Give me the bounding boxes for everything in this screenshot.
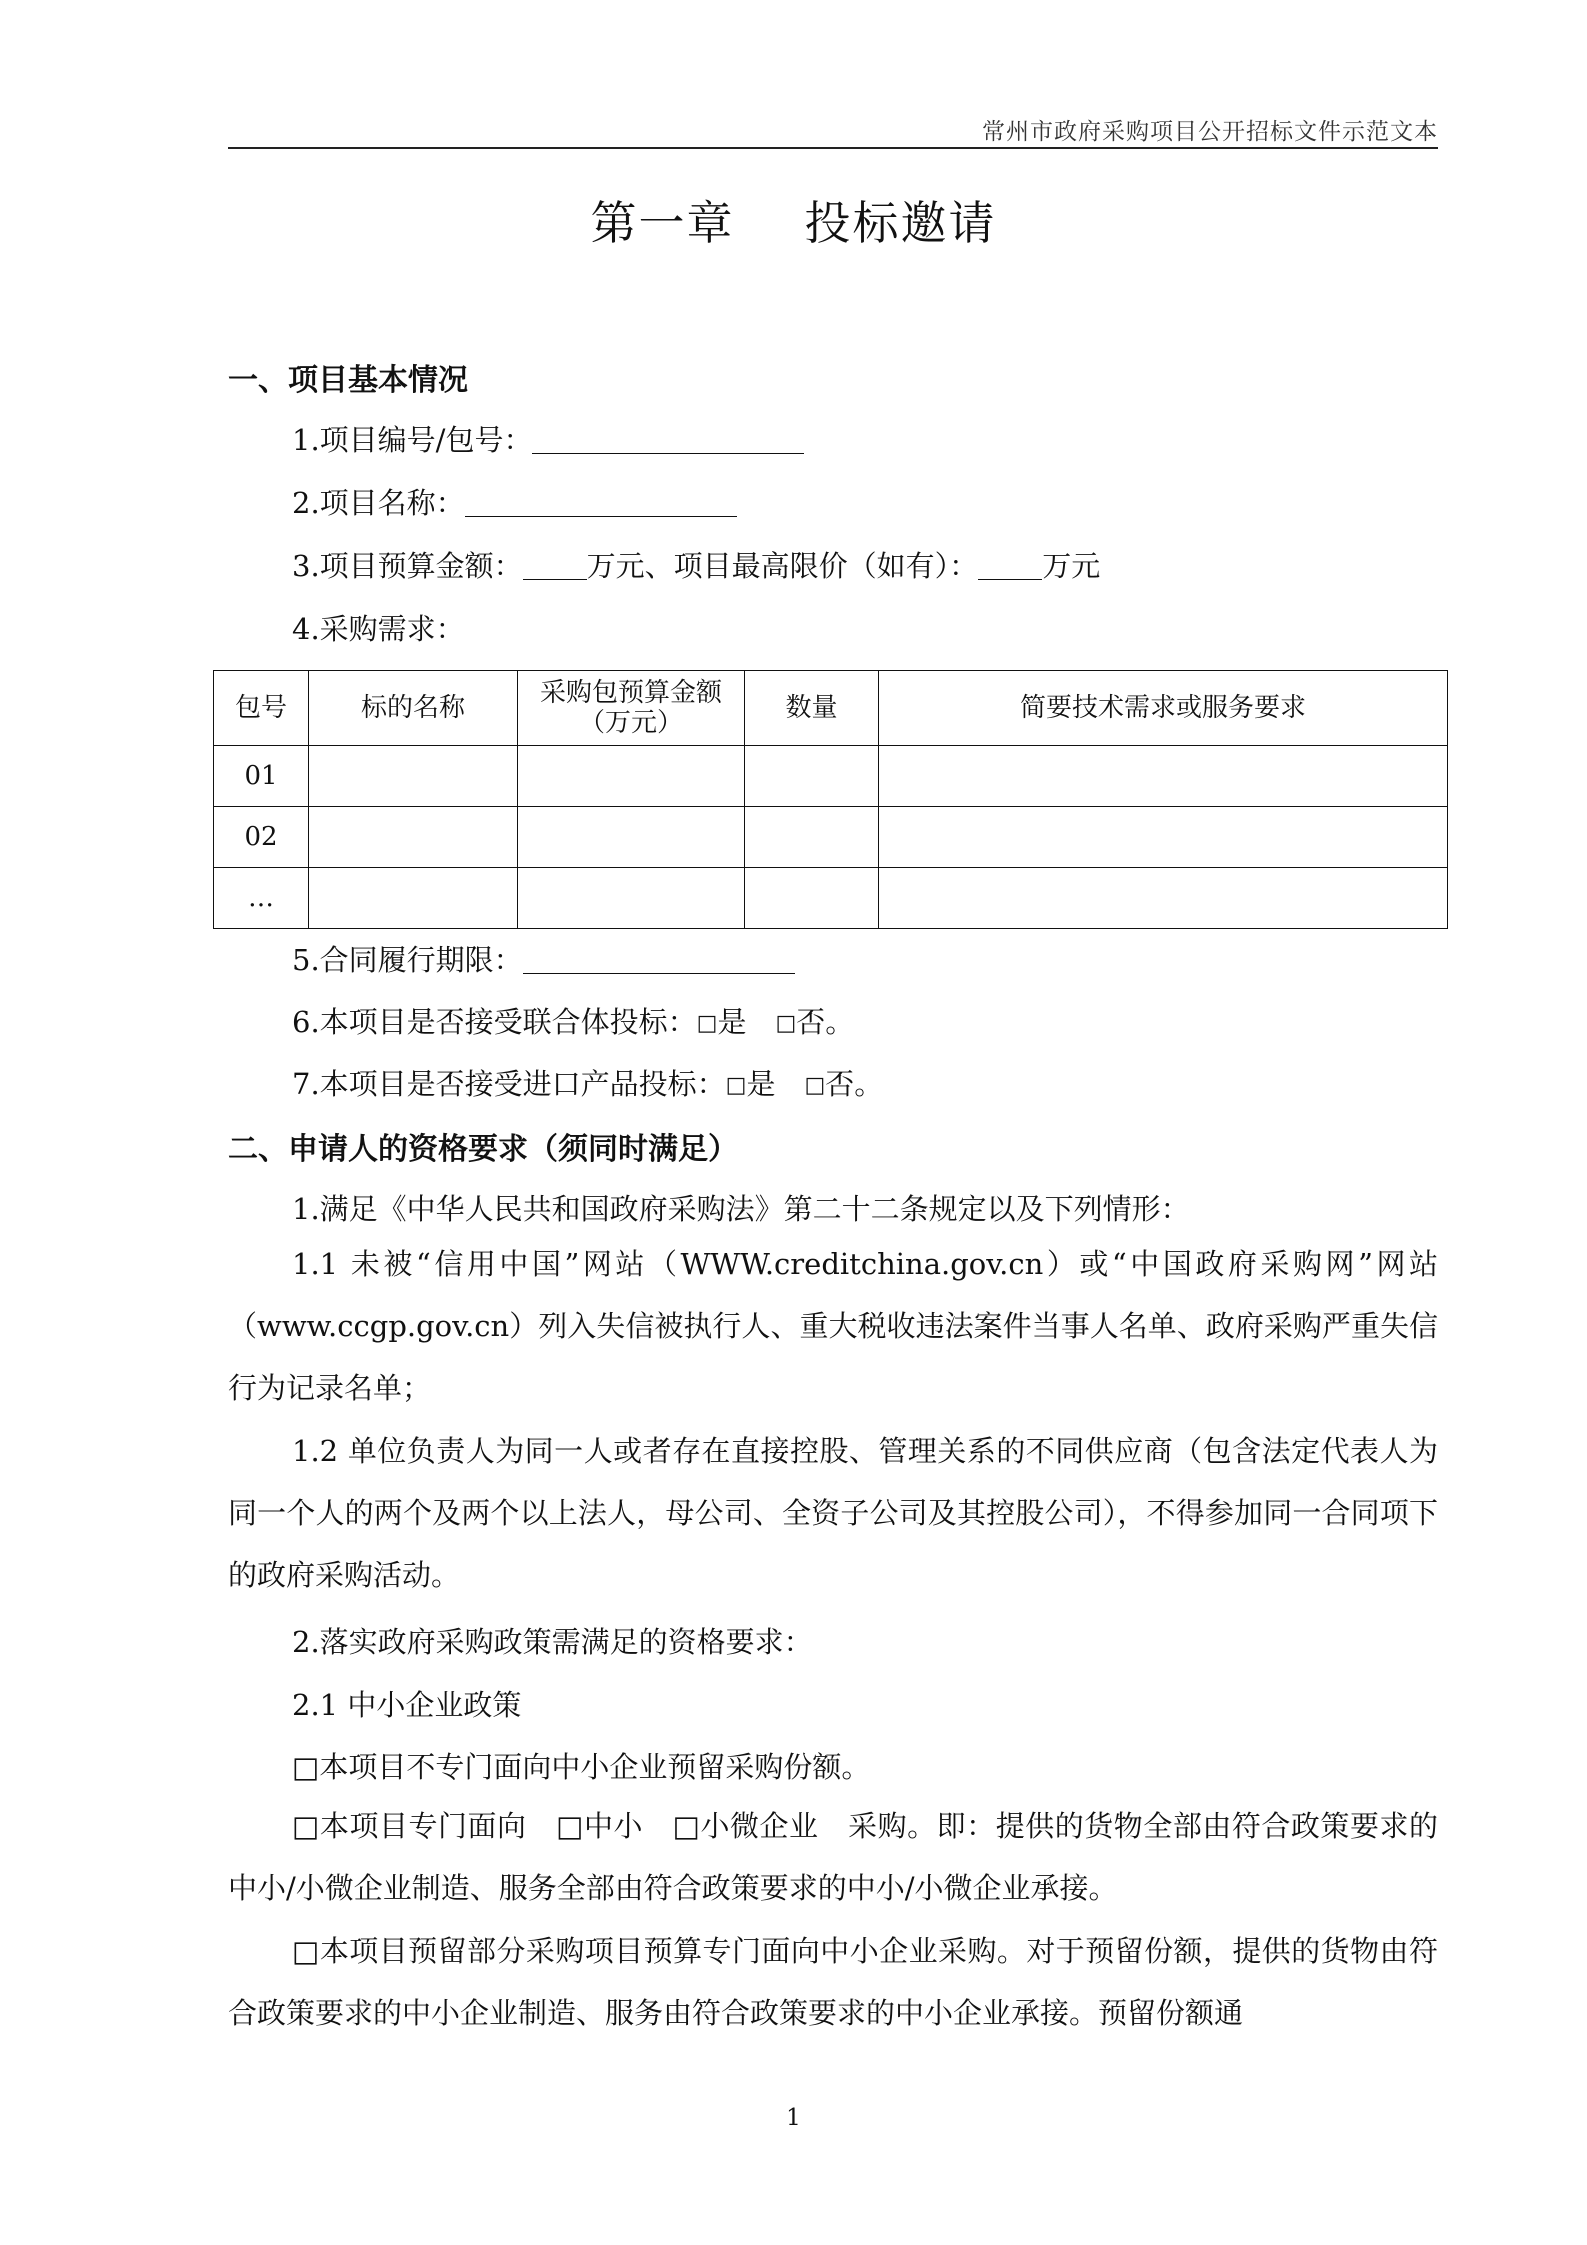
para-procurement-law: 1.满足《中华人民共和国政府采购法》第二十二条规定以及下列情形： bbox=[292, 1192, 1190, 1226]
table-cell[interactable] bbox=[745, 807, 879, 868]
header-rule bbox=[228, 147, 1438, 149]
page-number: 1 bbox=[786, 2105, 801, 2131]
item-project-name: 2.项目名称： bbox=[292, 481, 737, 522]
table-cell[interactable] bbox=[518, 746, 745, 807]
para-policy-requirements: 2.落实政府采购政策需满足的资格要求： bbox=[292, 1625, 813, 1659]
section2-heading: 二、申请人的资格要求（须同时满足） bbox=[228, 1132, 738, 1167]
row-package-no: 02 bbox=[214, 807, 309, 868]
chapter-name: 投标邀请 bbox=[804, 196, 997, 250]
table-row bbox=[214, 807, 1448, 868]
table-row bbox=[214, 746, 1448, 807]
table-cell[interactable] bbox=[879, 746, 1448, 807]
row-package-no: … bbox=[214, 868, 309, 929]
checkbox-consortium-yes[interactable]: □ bbox=[696, 1011, 718, 1036]
chapter-title bbox=[0, 187, 1587, 253]
chapter-number: 第一章 bbox=[590, 196, 735, 250]
table-cell[interactable] bbox=[518, 807, 745, 868]
checkbox-import-yes[interactable]: □ bbox=[725, 1073, 747, 1098]
item-consortium: 6.本项目是否接受联合体投标：□是 □否。 bbox=[292, 1005, 855, 1039]
col-item-name: 标的名称 bbox=[309, 671, 518, 746]
section1-heading: 一、项目基本情况 bbox=[228, 363, 468, 398]
project-number-blank[interactable] bbox=[532, 427, 804, 454]
option-no-reservation[interactable]: □本项目不专门面向中小企业预留采购份额。 bbox=[292, 1750, 871, 1784]
table-cell[interactable] bbox=[879, 868, 1448, 929]
para-related-suppliers: 1.2 单位负责人为同一人或者存在直接控股、管理关系的不同供应商（包含法定代表人为同一个人的两个及两个以上法人，母公司、全资子公司及其控股公司），不得参加同一合同项下的政府采购活动。 bbox=[228, 1434, 1438, 1592]
table-row bbox=[214, 868, 1448, 929]
item-import: 7.本项目是否接受进口产品投标：□是 □否。 bbox=[292, 1067, 884, 1101]
checkbox-import-no[interactable]: □ bbox=[804, 1073, 826, 1098]
table-cell[interactable] bbox=[309, 868, 518, 929]
para-sme-policy: 2.1 中小企业政策 bbox=[292, 1688, 522, 1722]
item-budget: 3.项目预算金额： 万元、项目最高限价（如有）： 万元 bbox=[292, 549, 1101, 583]
table-cell[interactable] bbox=[309, 746, 518, 807]
col-quantity: 数量 bbox=[745, 671, 879, 746]
max-price-blank[interactable] bbox=[978, 553, 1042, 580]
contract-period-blank[interactable] bbox=[523, 947, 795, 974]
budget-blank[interactable] bbox=[523, 553, 587, 580]
item-project-number: 1.项目编号/包号： bbox=[292, 418, 804, 459]
checkbox-consortium-no[interactable]: □ bbox=[775, 1011, 797, 1036]
table-cell[interactable] bbox=[518, 868, 745, 929]
option-partial-reservation[interactable]: □本项目预留部分采购项目预算专门面向中小企业采购。对于预留份额，提供的货物由符合政策要求的中小企业制造、服务由符合政策要求的中小企业承接。预留份额通 bbox=[228, 1934, 1438, 2030]
item-requirements: 4.采购需求： bbox=[292, 612, 465, 646]
item-contract-period: 5.合同履行期限： bbox=[292, 938, 795, 979]
running-header: 常州市政府采购项目公开招标文件示范文本 bbox=[982, 119, 1438, 145]
row-package-no: 01 bbox=[214, 746, 309, 807]
col-package-no: 包号 bbox=[214, 671, 309, 746]
col-tech-requirements: 简要技术需求或服务要求 bbox=[879, 671, 1448, 746]
table-cell[interactable] bbox=[879, 807, 1448, 868]
requirements-table bbox=[213, 670, 1448, 929]
project-name-blank[interactable] bbox=[465, 490, 737, 517]
table-header-row bbox=[214, 671, 1448, 746]
col-budget: 采购包预算金额 （万元） bbox=[518, 671, 745, 746]
para-credit-check: 1.1 未被“信用中国”网站（WWW.creditchina.gov.cn）或“中国政府采购网”网站（www.ccgp.gov.cn）列入失信被执行人、重大税收违法案件当事人名单、政府采购严重失信行为记录名单； bbox=[228, 1247, 1438, 1405]
option-dedicated-sme[interactable]: □本项目专门面向 □中小 □小微企业 采购。即：提供的货物全部由符合政策要求的中小/小微企业制造、服务全部由符合政策要求的中小/小微企业承接。 bbox=[228, 1809, 1438, 1905]
table-cell[interactable] bbox=[309, 807, 518, 868]
table-cell[interactable] bbox=[745, 746, 879, 807]
table-cell[interactable] bbox=[745, 868, 879, 929]
